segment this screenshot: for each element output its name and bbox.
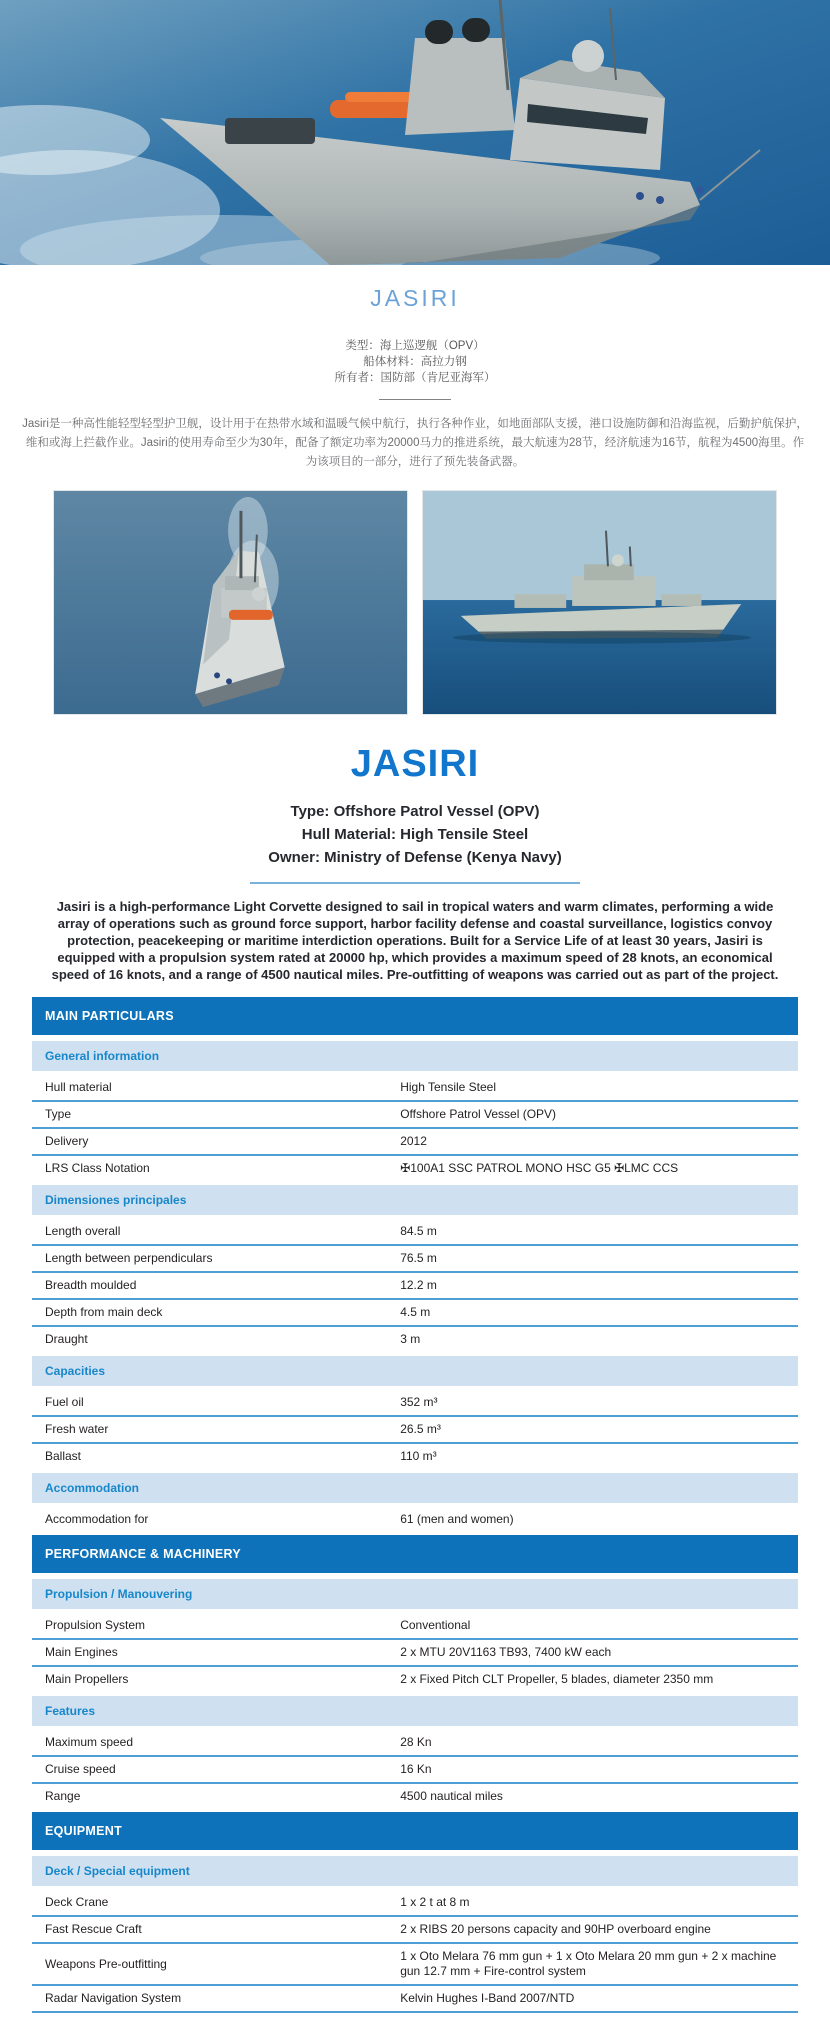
zh-meta-hull-material: 船体材料：高拉力钢 bbox=[363, 356, 467, 368]
row-label: Main Propellers bbox=[45, 1672, 129, 1686]
zh-meta-type: 类型：海上巡逻舰（OPV） bbox=[345, 340, 485, 352]
table-subsection-header: Capacities bbox=[32, 1356, 798, 1386]
row-label: Ballast bbox=[45, 1449, 82, 1463]
row-label: Length overall bbox=[45, 1224, 121, 1238]
table-subsection-header: Features bbox=[32, 1696, 798, 1726]
row-value: 110 m³ bbox=[400, 1449, 437, 1463]
row-label: Type bbox=[45, 1107, 72, 1121]
table-row bbox=[32, 1444, 798, 1469]
table-row bbox=[32, 1507, 798, 1532]
row-value: 12.2 m bbox=[400, 1278, 437, 1292]
table-row bbox=[32, 1640, 798, 1667]
table-section-header: MAIN PARTICULARS bbox=[32, 997, 798, 1035]
row-value: 2012 bbox=[400, 1134, 427, 1148]
row-label: Depth from main deck bbox=[45, 1305, 163, 1319]
row-label: LRS Class Notation bbox=[45, 1161, 150, 1175]
table-row bbox=[32, 1890, 798, 1917]
en-spec-hull-material: Hull Material: High Tensile Steel bbox=[301, 826, 529, 843]
row-value: 28 Kn bbox=[400, 1735, 432, 1749]
table-section-header: EQUIPMENT bbox=[32, 1812, 798, 1850]
row-value: 61 (men and women) bbox=[400, 1512, 514, 1526]
table-row bbox=[32, 1917, 798, 1944]
row-value: Kelvin Hughes I-Band 2007/NTD bbox=[400, 1991, 575, 2005]
table-row bbox=[32, 1390, 798, 1417]
row-label: Maximum speed bbox=[45, 1735, 134, 1749]
row-label: Hull material bbox=[45, 1080, 112, 1094]
row-label: Accommodation for bbox=[45, 1512, 149, 1526]
side-profile-photo bbox=[422, 490, 777, 715]
row-label: Draught bbox=[45, 1332, 88, 1346]
en-description-paragraph: Jasiri is a high-performance Light Corvette designed to sail in tropical waters and warm climates, performing a wide array of operations such as ground force support, harbor facility defense and coastal surveillance, logistics convoy protection, peacekeeping or maritime interdiction operations. Built for a Service Life of at least 30 years, Jasiri is equipped with a propulsion system rated at 20000 hp, which provides a maximum speed of 28 knots, an economical speed of 16 knots, and a range of 4500 nautical miles. Pre-outfitting of weapons was carried out as part of the project. bbox=[51, 899, 779, 982]
row-label: Fast Rescue Craft bbox=[45, 1922, 142, 1936]
ship-name-en-title: JASIRI bbox=[350, 743, 480, 785]
table-row bbox=[32, 1246, 798, 1273]
table-subsection-header: Accommodation bbox=[32, 1473, 798, 1503]
row-label: Fresh water bbox=[45, 1422, 109, 1436]
table-row bbox=[32, 1156, 798, 1181]
row-label: Delivery bbox=[45, 1134, 89, 1148]
table-row bbox=[32, 1784, 798, 1809]
zh-meta-owner: 所有者：国防部（肯尼亚海军） bbox=[334, 372, 496, 384]
table-row bbox=[32, 1667, 798, 1692]
table-row bbox=[32, 1986, 798, 2013]
row-value: 84.5 m bbox=[400, 1224, 437, 1238]
blue-divider bbox=[250, 882, 580, 884]
table-subsection-header: Propulsion / Manouvering bbox=[32, 1579, 798, 1609]
zh-meta-list bbox=[0, 338, 830, 386]
row-value: 16 Kn bbox=[400, 1762, 432, 1776]
table-row bbox=[32, 1102, 798, 1129]
row-value: ✠100A1 SSC PATROL MONO HSC G5 ✠LMC CCS bbox=[400, 1161, 679, 1175]
table-row bbox=[32, 1219, 798, 1246]
row-label: Range bbox=[45, 1789, 81, 1803]
table-subsection-header: Dimensiones principales bbox=[32, 1185, 798, 1215]
stern-view-photo bbox=[53, 490, 408, 715]
row-label: Deck Crane bbox=[45, 1895, 109, 1909]
table-row bbox=[32, 1300, 798, 1327]
table-row bbox=[32, 1613, 798, 1640]
row-value: 2 x MTU 20V1163 TB93, 7400 kW each bbox=[400, 1645, 612, 1659]
row-value: High Tensile Steel bbox=[400, 1080, 497, 1094]
small-divider bbox=[379, 399, 451, 400]
table-row bbox=[32, 1944, 798, 1986]
row-label: Cruise speed bbox=[45, 1762, 116, 1776]
specification-table bbox=[32, 997, 798, 2013]
table-section-header: PERFORMANCE & MACHINERY bbox=[32, 1535, 798, 1573]
table-row bbox=[32, 1129, 798, 1156]
table-row bbox=[32, 1730, 798, 1757]
zh-description-paragraph: Jasiri是一种高性能轻型轻型护卫舰，设计用于在热带水域和温暖气候中航行，执行各种作业，如地面部队支援，港口设施防御和沿海监视，后勤护航保护，维和或海上拦截作业。Jasiri的使用寿命至少为30年，配备了额定功率为20000马力的推进系统，最大航速为28节，经济航速为16节，航程为4500海里。作为该项目的一部分，进行了预先装备武器。 bbox=[22, 418, 808, 468]
photo-row bbox=[0, 490, 830, 715]
row-value: 76.5 m bbox=[400, 1251, 437, 1265]
row-label: Length between perpendiculars bbox=[45, 1251, 213, 1265]
table-row bbox=[32, 1075, 798, 1102]
en-spec-owner: Owner: Ministry of Defense (Kenya Navy) bbox=[268, 849, 562, 866]
table-row bbox=[32, 1417, 798, 1444]
row-value: 2 x RIBS 20 persons capacity and 90HP overboard engine bbox=[400, 1922, 711, 1936]
table-subsection-header: Deck / Special equipment bbox=[32, 1856, 798, 1886]
table-row bbox=[32, 1327, 798, 1352]
en-spec-list bbox=[0, 800, 830, 869]
en-spec-type: Type: Offshore Patrol Vessel (OPV) bbox=[290, 803, 540, 820]
row-label: Fuel oil bbox=[45, 1395, 84, 1409]
row-value: 1 x 2 t at 8 m bbox=[400, 1895, 470, 1909]
row-value: Offshore Patrol Vessel (OPV) bbox=[400, 1107, 557, 1121]
row-label: Radar Navigation System bbox=[45, 1991, 182, 2005]
table-row bbox=[32, 1273, 798, 1300]
row-label: Main Engines bbox=[45, 1645, 118, 1659]
ship-name-zh-title: JASIRI bbox=[370, 285, 460, 311]
row-value: 352 m³ bbox=[400, 1395, 438, 1409]
row-value: 4500 nautical miles bbox=[400, 1789, 503, 1803]
hero-ship-photo bbox=[0, 0, 830, 265]
row-label: Propulsion System bbox=[45, 1618, 146, 1632]
row-value: 1 x Oto Melara 76 mm gun + 1 x Oto Melara 20 mm gun + 2 x machine gun 12.7 mm + Fire-control system bbox=[400, 1949, 777, 1978]
row-label: Weapons Pre-outfitting bbox=[45, 1956, 167, 1971]
row-label: Breadth moulded bbox=[45, 1278, 137, 1292]
row-value: 3 m bbox=[400, 1332, 421, 1346]
table-subsection-header: General information bbox=[32, 1041, 798, 1071]
table-row bbox=[32, 1757, 798, 1784]
row-value: Conventional bbox=[400, 1618, 471, 1632]
row-value: 4.5 m bbox=[400, 1305, 431, 1319]
row-value: 2 x Fixed Pitch CLT Propeller, 5 blades, diameter 2350 mm bbox=[400, 1672, 714, 1686]
row-value: 26.5 m³ bbox=[400, 1422, 441, 1436]
